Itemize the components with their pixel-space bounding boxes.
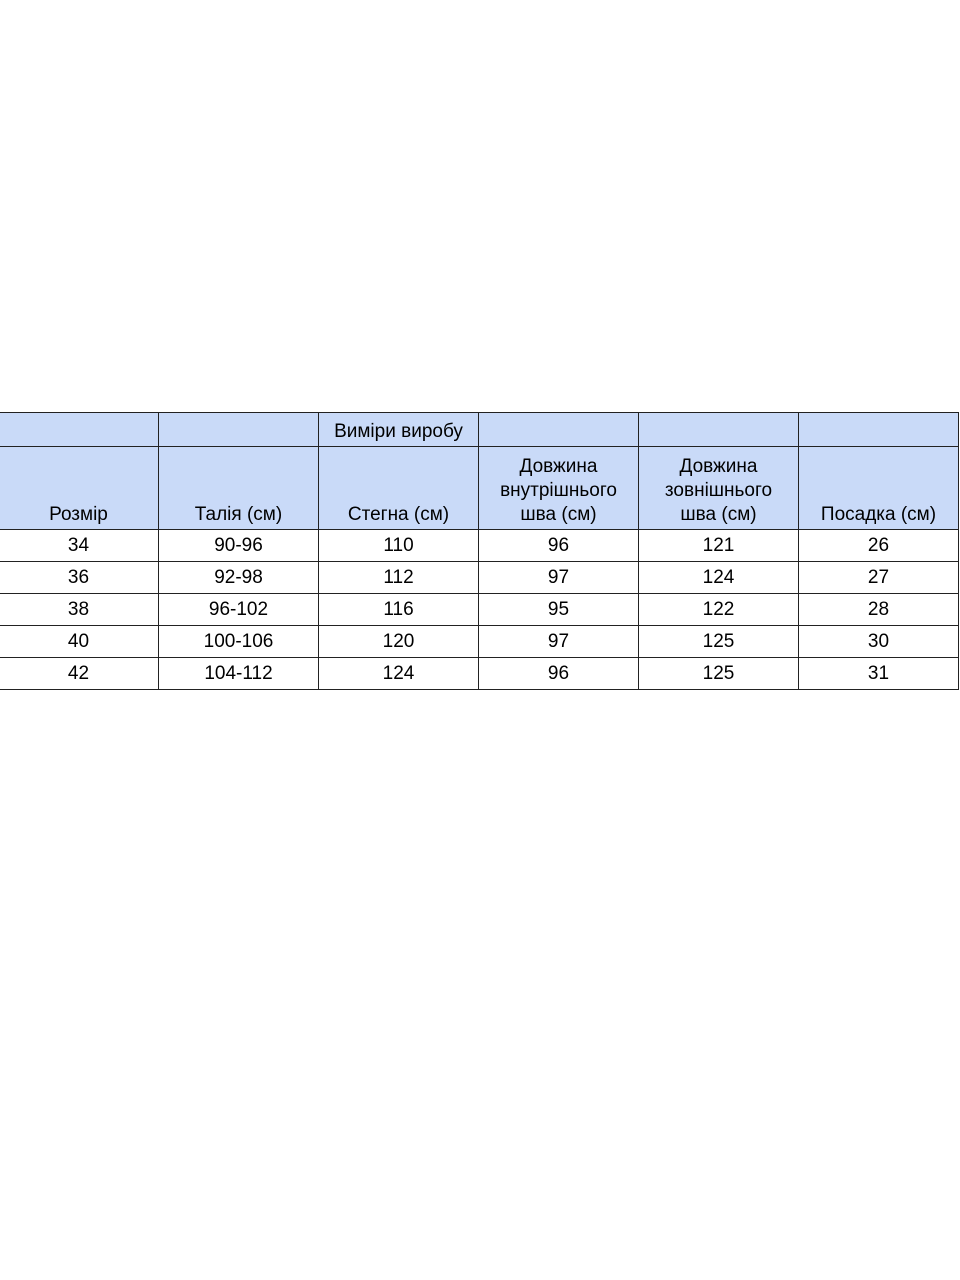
cell-hips: 120 [319,626,479,658]
cell-size: 40 [0,626,159,658]
cell-outseam: 122 [639,594,799,626]
title-cell-empty [639,413,799,447]
cell-waist: 90-96 [159,530,319,562]
table-row [0,626,959,658]
cell-hips: 110 [319,530,479,562]
table-header-row [0,447,959,530]
cell-hips: 124 [319,658,479,690]
cell-size: 42 [0,658,159,690]
cell-hips: 116 [319,594,479,626]
title-cell-empty [159,413,319,447]
title-cell-empty [799,413,959,447]
cell-inseam: 95 [479,594,639,626]
header-hips: Стегна (см) [319,447,479,530]
table-title-row [0,413,959,447]
cell-inseam: 97 [479,626,639,658]
header-outseam: Довжина зовнішнього шва (см) [639,447,799,530]
cell-rise: 26 [799,530,959,562]
cell-inseam: 96 [479,658,639,690]
cell-outseam: 125 [639,626,799,658]
cell-waist: 100-106 [159,626,319,658]
table-title: Виміри виробу [319,413,479,447]
header-waist: Талія (см) [159,447,319,530]
cell-inseam: 97 [479,562,639,594]
cell-inseam: 96 [479,530,639,562]
cell-rise: 31 [799,658,959,690]
table-row [0,562,959,594]
header-size: Розмір [0,447,159,530]
table-row [0,594,959,626]
header-inseam: Довжина внутрішнього шва (см) [479,447,639,530]
cell-waist: 92-98 [159,562,319,594]
cell-outseam: 121 [639,530,799,562]
cell-waist: 104-112 [159,658,319,690]
cell-rise: 27 [799,562,959,594]
title-cell-empty [479,413,639,447]
title-cell-empty [0,413,159,447]
size-chart-table [0,412,959,690]
cell-waist: 96-102 [159,594,319,626]
cell-rise: 28 [799,594,959,626]
cell-outseam: 124 [639,562,799,594]
cell-hips: 112 [319,562,479,594]
table-row [0,530,959,562]
table-row [0,658,959,690]
cell-rise: 30 [799,626,959,658]
cell-size: 34 [0,530,159,562]
cell-size: 36 [0,562,159,594]
cell-size: 38 [0,594,159,626]
header-rise: Посадка (см) [799,447,959,530]
cell-outseam: 125 [639,658,799,690]
